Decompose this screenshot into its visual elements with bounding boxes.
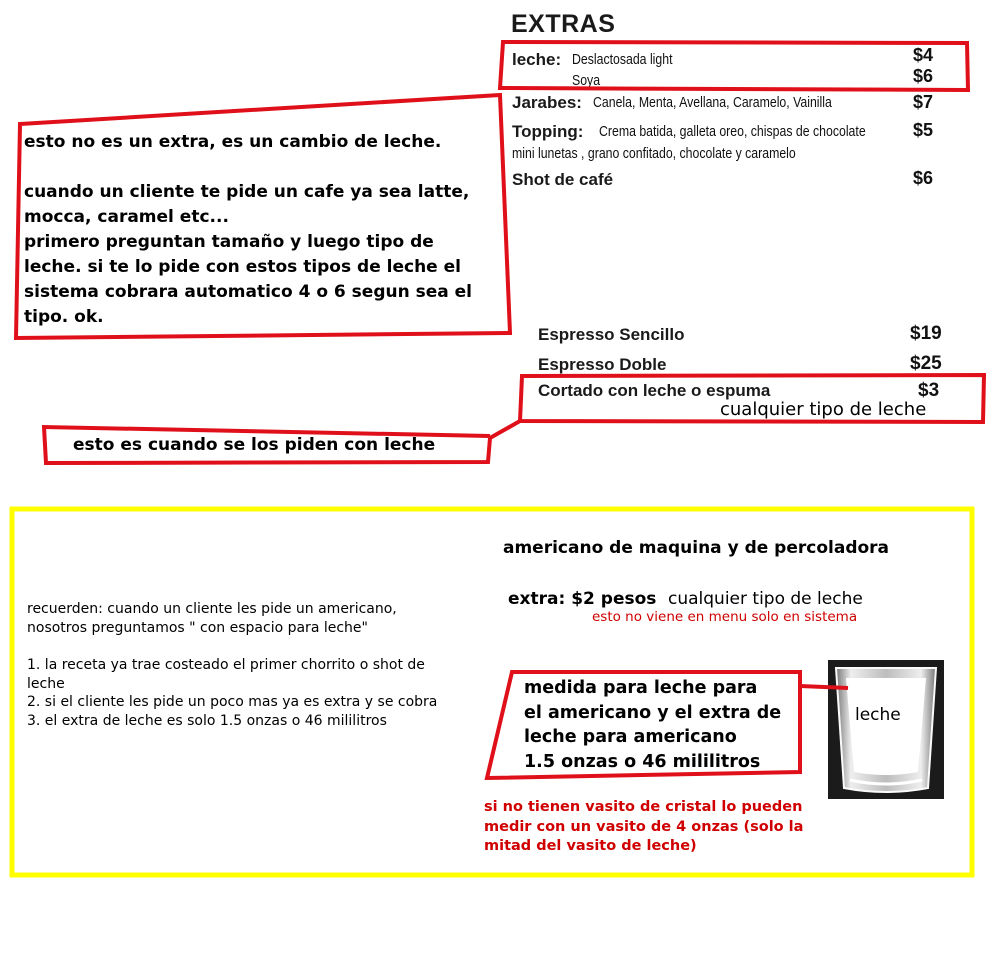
milk-change-line: leche. si te lo pide con estos tipos de leche el [24, 257, 461, 277]
glass-note-line: si no tienen vasito de cristal lo pueden [484, 799, 803, 815]
cortado-note-box [44, 421, 520, 463]
cortado-any-milk-note: cualquier tipo de leche [720, 399, 927, 420]
jarabes-price: $7 [913, 92, 934, 112]
milk-change-line: tipo. ok. [24, 307, 104, 327]
shot-price: $6 [913, 168, 934, 188]
glass-note-line: mitad del vasito de leche) [484, 838, 697, 854]
milk-change-line: cuando un cliente te pide un cafe ya sea latte, [24, 182, 470, 202]
topping-options-2: mini lunetas , grano confitado, chocolate y caramelo [512, 145, 796, 162]
cortado-with-milk-note: esto es cuando se los piden con leche [73, 435, 436, 455]
leche-option-soya: Soya [572, 72, 601, 89]
milk-change-line: esto no es un extra, es un cambio de leche. [24, 132, 442, 152]
measure-line: leche para americano [524, 727, 737, 747]
cortado-highlight-box [520, 375, 984, 422]
espresso-sencillo-price: $19 [910, 323, 942, 344]
milk-change-line: mocca, caramel etc... [24, 207, 229, 227]
measure-highlight-box [487, 672, 800, 778]
reminder-line: nosotros preguntamos " con espacio para leche" [27, 619, 368, 636]
reminder-item: 3. el extra de leche es solo 1.5 onzas o 46 mililitros [27, 712, 387, 729]
americano-system-note: esto no viene en menu solo en sistema [592, 609, 858, 625]
topping-label: Topping: [512, 122, 584, 141]
glass-label: leche [855, 705, 901, 725]
measure-line: el americano y el extra de [524, 702, 782, 723]
espresso-sencillo-label: Espresso Sencillo [538, 325, 685, 344]
reminder-item: leche [27, 675, 65, 692]
leche-price-soya: $6 [913, 66, 934, 86]
measure-line: 1.5 onzas o 46 mililitros [524, 751, 761, 772]
leche-label: leche: [512, 50, 562, 69]
espresso-doble-label: Espresso Doble [538, 355, 667, 374]
menu-title: EXTRAS [511, 10, 616, 38]
topping-options-1: Crema batida, galleta oreo, chispas de chocolate [599, 123, 866, 140]
shot-label: Shot de café [512, 170, 614, 189]
glass-note-line: medir con un vasito de 4 onzas (solo la [484, 818, 804, 835]
jarabes-options: Canela, Menta, Avellana, Caramelo, Vainilla [593, 94, 832, 111]
espresso-doble-price: $25 [910, 353, 942, 374]
americano-heading: americano de maquina y de percoladora [503, 538, 890, 558]
leche-highlight-box [500, 42, 968, 90]
yellow-highlight-frame [12, 509, 972, 875]
leche-option-deslactosada: Deslactosada light [572, 51, 673, 68]
reminder-item: 1. la receta ya trae costeado el primer chorrito o shot de [27, 657, 425, 673]
americano-any-milk: cualquier tipo de leche [668, 589, 863, 609]
cortado-price: $3 [918, 380, 940, 401]
cortado-label: Cortado con leche o espuma [538, 381, 771, 400]
measure-line: medida para leche para [524, 678, 758, 698]
jarabes-label: Jarabes: [512, 93, 582, 112]
milk-change-box [16, 95, 510, 338]
reminder-item: 2. si el cliente les pide un poco mas ya es extra y se cobra [27, 694, 438, 710]
leche-price-deslactosada: $4 [913, 45, 934, 65]
topping-price: $5 [913, 120, 934, 140]
milk-change-line: primero preguntan tamaño y luego tipo de [24, 232, 434, 252]
measure-pointer-line [800, 686, 848, 688]
americano-extra-price: extra: $2 pesos [508, 589, 657, 609]
reminder-line: recuerden: cuando un cliente les pide un americano, [27, 601, 397, 617]
milk-change-line: sistema cobrara automatico 4 o 6 segun sea el [24, 282, 473, 302]
